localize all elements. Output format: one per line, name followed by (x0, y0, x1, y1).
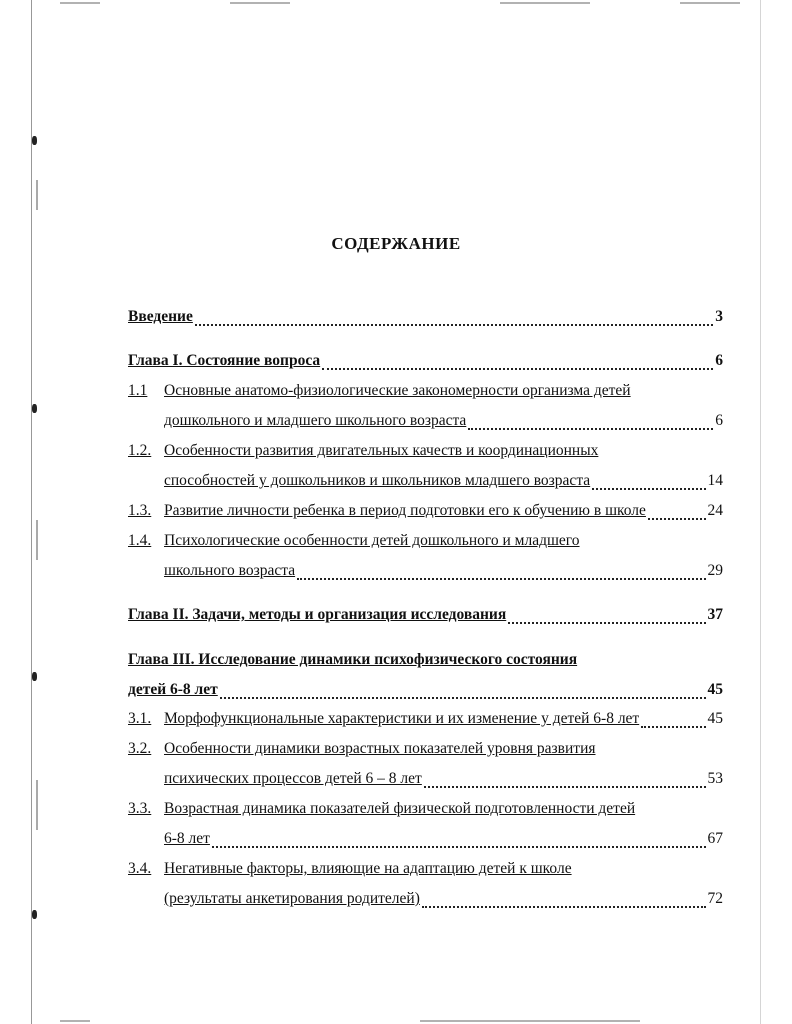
scan-artifact (36, 520, 38, 560)
toc-entry-number: 1.2. (128, 442, 152, 459)
toc-page-number: 3 (715, 308, 723, 325)
toc-entry-number: 3.3. (128, 800, 152, 817)
punch-hole-mark (32, 404, 37, 413)
punch-hole-mark (32, 672, 37, 681)
toc-entry-line (128, 382, 723, 404)
toc-entry-text: Глава III. Исследование динамики психофизического состояния (128, 651, 578, 668)
dot-leader (508, 610, 705, 624)
toc-entry-line (128, 412, 723, 434)
toc-entry-line (128, 472, 723, 494)
toc-page-number: 6 (715, 352, 723, 369)
toc-entry-text: Особенности развития двигательных качеств и координационных (164, 442, 599, 459)
dot-leader (424, 774, 706, 788)
dot-leader (648, 506, 706, 520)
toc-entry-text: психических процессов детей 6 – 8 лет (164, 770, 422, 787)
scan-artifact (230, 2, 290, 4)
toc-page-number: 37 (707, 606, 723, 623)
toc-entry-line (128, 800, 723, 822)
scan-artifact (500, 2, 590, 4)
toc-entry-line (128, 606, 723, 628)
toc-entry-line (128, 562, 723, 584)
scan-artifact (680, 2, 740, 4)
toc-entry-line (128, 502, 723, 524)
toc-entry-number: 1.1 (128, 382, 148, 399)
toc-page-number: 45 (707, 681, 723, 698)
punch-hole-mark (32, 910, 37, 919)
toc-entry-text: Основные анатомо-физиологические закономерности организма детей (164, 382, 631, 399)
toc-entry-text: Особенности динамики возрастных показателей уровня развития (164, 740, 596, 757)
toc-entry-number: 3.2. (128, 740, 152, 757)
page-title: СОДЕРЖАНИЕ (331, 234, 461, 253)
toc-entry-number: 3.4. (128, 860, 152, 877)
dot-leader (468, 416, 713, 430)
toc-entry-line (128, 890, 723, 912)
scan-artifact (60, 1020, 90, 1022)
toc-entry-text: (результаты анкетирования родителей) (164, 890, 420, 907)
toc-entry-text: Глава II. Задачи, методы и организация исследования (128, 606, 507, 623)
toc-entry-line (128, 710, 723, 732)
toc-entry-text: детей 6-8 лет (128, 681, 218, 698)
scan-artifact (420, 1020, 640, 1022)
toc-entry-line (128, 352, 723, 374)
scan-edge-line (31, 0, 32, 1024)
toc-entry-text: дошкольного и младшего школьного возраста (164, 412, 467, 429)
scan-edge-line (760, 0, 761, 1024)
toc-entry-text: Введение (128, 308, 193, 325)
toc-page-number: 45 (707, 710, 723, 727)
toc-page-number: 72 (707, 890, 723, 907)
dot-leader (422, 894, 706, 908)
toc-entry-line (128, 442, 723, 464)
toc-entry-line (128, 830, 723, 852)
toc-entry-line (128, 308, 723, 330)
toc-entry-line (128, 681, 723, 703)
toc-entry-line (128, 770, 723, 792)
toc-entry-number: 3.1. (128, 710, 152, 727)
toc-entry-number: 1.3. (128, 502, 152, 519)
toc-page-number: 24 (707, 502, 723, 519)
toc-entry-text: Психологические особенности детей дошкольного и младшего (164, 532, 580, 549)
scan-artifact (36, 180, 38, 210)
toc-page-number: 67 (707, 830, 723, 847)
dot-leader (592, 476, 705, 490)
toc-entry-number: 1.4. (128, 532, 152, 549)
scan-artifact (60, 2, 100, 4)
dot-leader (220, 685, 706, 699)
toc-entry-text: Морфофункциональные характеристики и их изменение у детей 6-8 лет (164, 710, 640, 727)
toc-page-number: 14 (707, 472, 723, 489)
toc-page-number: 6 (715, 412, 723, 429)
toc-entry-text: Развитие личности ребенка в период подготовки его к обучению в школе (164, 502, 646, 519)
toc-entry-text: 6-8 лет (164, 830, 210, 847)
toc-entry-text: Негативные факторы, влияющие на адаптацию детей к школе (164, 860, 572, 877)
dot-leader (322, 356, 713, 370)
dot-leader (641, 714, 705, 728)
toc-entry-text: Возрастная динамика показателей физической подготовленности детей (164, 800, 636, 817)
toc-entry-text: способностей у дошкольников и школьников младшего возраста (164, 472, 591, 489)
toc-page-number: 29 (707, 562, 723, 579)
dot-leader (195, 312, 713, 326)
dot-leader (297, 566, 705, 580)
scan-artifact (36, 780, 38, 830)
punch-hole-mark (32, 136, 37, 145)
toc-entry-line (128, 860, 723, 882)
toc-entry-text: Глава I. Состояние вопроса (128, 352, 321, 369)
toc-entry-text: школьного возраста (164, 562, 296, 579)
dot-leader (212, 834, 706, 848)
toc-entry-line (128, 532, 723, 554)
toc-page-number: 53 (707, 770, 723, 787)
toc-entry-line (128, 651, 723, 673)
toc-entry-line (128, 740, 723, 762)
